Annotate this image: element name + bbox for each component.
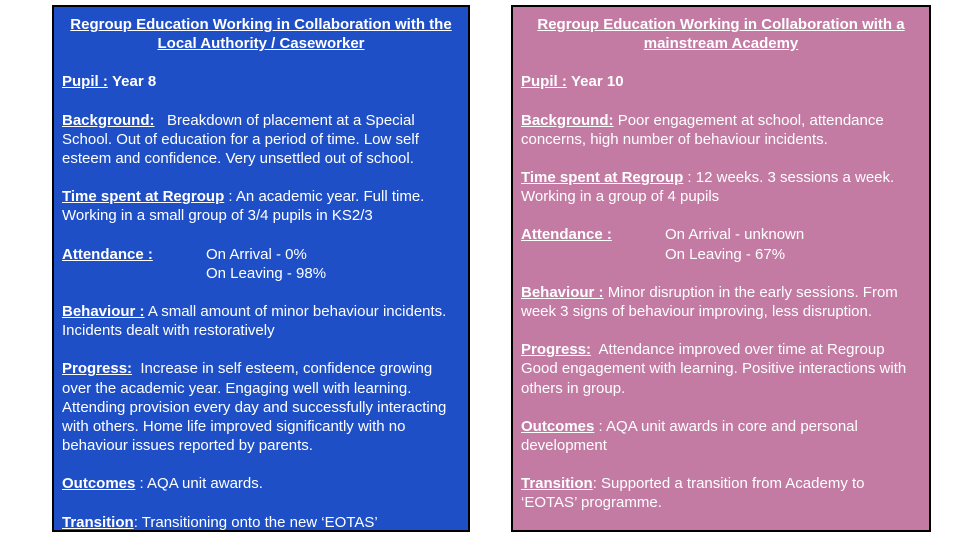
- pupil-section: [62, 72, 460, 91]
- outcomes-label: Outcomes: [62, 475, 136, 493]
- progress-section: [62, 359, 460, 455]
- time-label: Time spent at Regroup: [62, 188, 225, 206]
- attendance-section: [521, 225, 921, 263]
- progress-section: [521, 340, 921, 398]
- behaviour-label: Behaviour :: [62, 303, 145, 321]
- background-text: Poor engagement at school, attendance concerns, high number of behaviour incidents.: [521, 111, 884, 148]
- time-section: [62, 187, 460, 225]
- attendance-label: Attendance :: [62, 245, 153, 263]
- behaviour-section: [521, 283, 921, 321]
- pupil-value: Year 10: [571, 73, 624, 91]
- right-case-study-panel: [511, 5, 931, 532]
- attendance-arrival: On Arrival - unknown: [665, 226, 805, 244]
- pupil-section: [521, 72, 921, 91]
- behaviour-text: Minor disruption in the early sessions. From week 3 signs of behaviour improving, less disruption.: [521, 283, 898, 321]
- pupil-value: Year 8: [112, 73, 157, 91]
- behaviour-section: [62, 302, 460, 340]
- panel-title: Regroup Education Working in Collaboration with the Local Authority / Caseworker: [70, 16, 452, 53]
- time-text: : 12 weeks. 3 sessions a week. Working in a group of 4 pupils: [521, 169, 895, 206]
- attendance-section: [62, 245, 460, 283]
- outcomes-text: : AQA unit awards.: [139, 475, 263, 493]
- attendance-arrival: On Arrival - 0%: [206, 245, 307, 263]
- progress-label: Progress:: [62, 360, 133, 378]
- background-text: Breakdown of placement at a Special School. Out of education for a period of time. Low self esteem and confidence. Very unsettled out of school.: [62, 111, 419, 168]
- pupil-label: Pupil :: [62, 73, 108, 91]
- attendance-leaving: On Leaving - 67%: [665, 245, 786, 263]
- background-section: [521, 111, 921, 149]
- time-text: : An academic year. Full time. Working in a small group of 3/4 pupils in KS2/3: [62, 188, 425, 225]
- background-label: Background:: [521, 111, 614, 129]
- transition-label: Transition: [521, 475, 593, 493]
- progress-text: Attendance improved over time at Regroup Good engagement with learning. Positive interactions with others in group.: [521, 341, 907, 397]
- transition-text: : Supported a transition from Academy to ‘EOTAS’ programme.: [521, 475, 865, 512]
- background-section: [62, 111, 460, 169]
- transition-label: Transition: [62, 513, 134, 531]
- transition-section: [62, 513, 460, 532]
- outcomes-section: [62, 474, 460, 493]
- time-section: [521, 168, 921, 206]
- progress-label: Progress:: [521, 341, 592, 359]
- left-case-study-panel: [52, 5, 470, 532]
- progress-text: Increase in self esteem, confidence growing over the academic year. Engaging well with learning. Attending provision every day and successfully interacting with others. Home life improved significantly with no behaviour issues reported by parents.: [62, 360, 447, 455]
- transition-text: : Transitioning onto the new ‘EOTAS’: [133, 513, 378, 531]
- pupil-label: Pupil :: [521, 73, 567, 91]
- attendance-leaving: On Leaving - 98%: [206, 264, 327, 282]
- outcomes-text: : AQA unit awards in core and personal development: [521, 417, 858, 455]
- outcomes-section: [521, 417, 921, 455]
- attendance-label: Attendance :: [521, 226, 612, 244]
- outcomes-label: Outcomes: [521, 417, 595, 435]
- transition-section: [521, 474, 921, 512]
- behaviour-text: A small amount of minor behaviour incidents. Incidents dealt with restoratively: [62, 303, 447, 340]
- time-label: Time spent at Regroup: [521, 169, 684, 187]
- background-label: Background:: [62, 111, 155, 129]
- panel-title: Regroup Education Working in Collaboration with a mainstream Academy: [537, 16, 905, 53]
- behaviour-label: Behaviour :: [521, 283, 604, 301]
